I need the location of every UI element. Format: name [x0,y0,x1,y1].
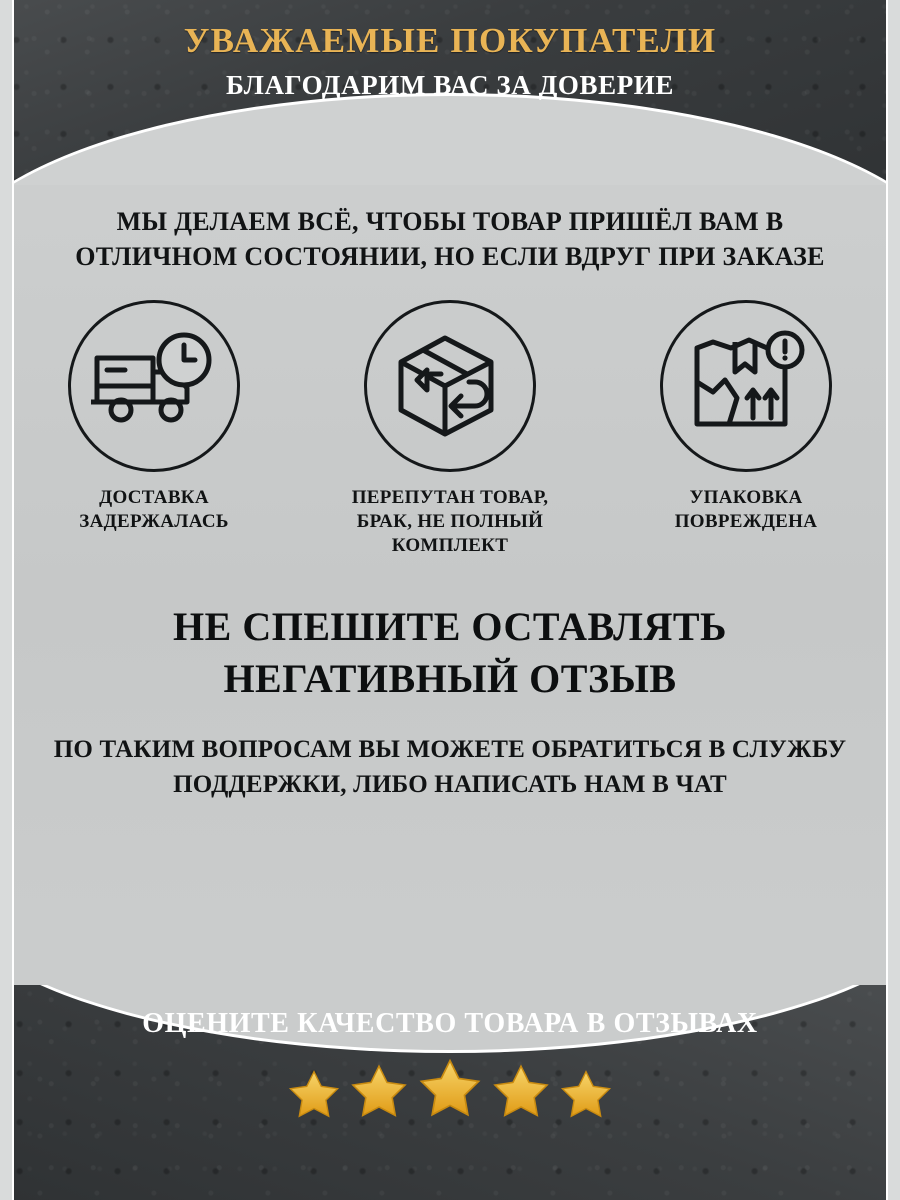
star-icon[interactable] [347,1061,411,1128]
header-banner [0,0,900,185]
issue-icon-circle [364,300,536,472]
issue-caption: УПАКОВКА ПОВРЕЖДЕНА [674,487,818,532]
headline-text: НЕ СПЕШИТЕ ОСТАВЛЯТЬ НЕГАТИВНЫЙ ОТЗЫВ [173,604,727,702]
list-item [631,300,861,534]
issue-icon-circle [68,300,240,472]
footer-title: ОЦЕНИТЕ КАЧЕСТВО ТОВАРА В ОТЗЫВАХ [142,1008,758,1039]
page-border-line-left [12,0,14,1200]
main-content [0,190,900,802]
page-subtitle: БЛАГОДАРИМ ВАС ЗА ДОВЕРИЕ [225,69,675,100]
list-item [335,300,565,557]
issues-list [0,300,900,557]
header-curve-divider [0,96,900,185]
issue-caption: ДОСТАВКА ЗАДЕРЖАЛАСЬ [79,487,229,532]
issue-caption: ПЕРЕПУТАН ТОВАР, БРАК, НЕ ПОЛНЫЙ КОМПЛЕКТ [351,487,549,556]
page-border-line-right [886,0,888,1200]
support-instruction-text: ПО ТАКИМ ВОПРОСАМ ВЫ МОЖЕТЕ ОБРАТИТЬСЯ В СЛУЖБУ ПОДДЕРЖКИ, ЛИБО НАПИСАТЬ НАМ В ЧАТ [53,736,847,798]
star-icon[interactable] [489,1061,553,1128]
footer-banner [0,985,900,1200]
intro-text: МЫ ДЕЛАЕМ ВСЁ, ЧТОБЫ ТОВАР ПРИШЁЛ ВАМ В ОТЛИЧНОМ СОСТОЯНИИ, НО ЕСЛИ ВДРУГ ПРИ ЗАКАЗЕ [75,207,825,272]
star-icon[interactable] [285,1067,343,1128]
issue-icon-circle [660,300,832,472]
damaged-package-icon [685,328,807,445]
delivery-truck-clock-icon [91,332,217,441]
star-icon[interactable] [415,1055,485,1128]
box-return-arrow-icon [387,328,513,445]
rating-stars[interactable] [0,1055,900,1128]
list-item [39,300,269,534]
page-title: УВАЖАЕМЫЕ ПОКУПАТЕЛИ [183,21,717,60]
star-icon[interactable] [557,1067,615,1128]
